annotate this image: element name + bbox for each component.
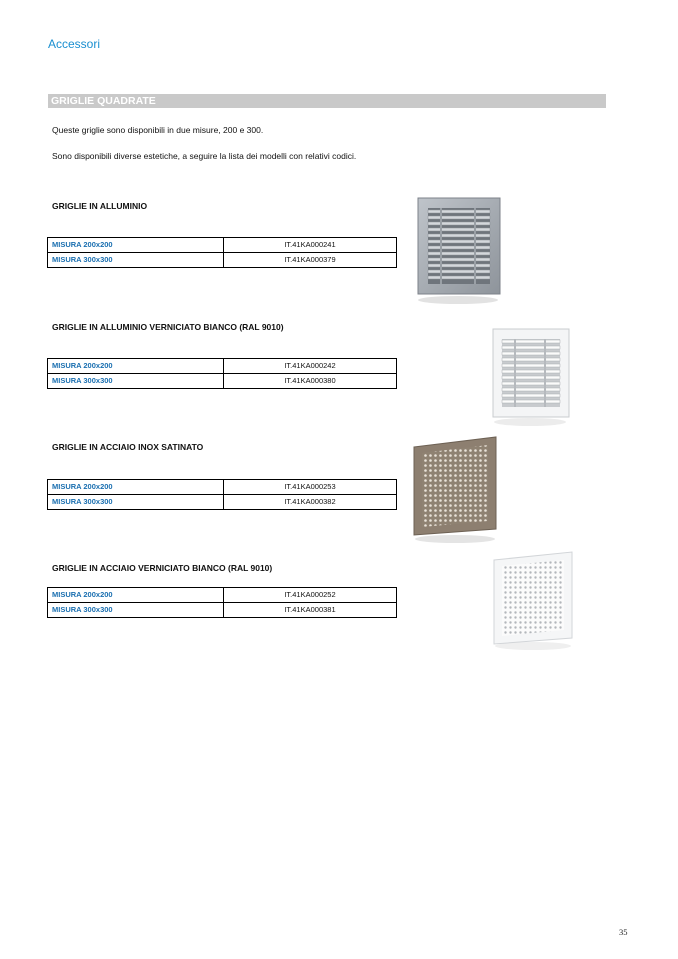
page-title: GRIGLIE QUADRATE	[51, 95, 156, 107]
table-row	[48, 359, 397, 374]
code-cell: IT.41KA000381	[224, 603, 397, 618]
code-cell: IT.41KA000379	[224, 253, 397, 268]
table-row	[48, 238, 397, 253]
code-cell: IT.41KA000253	[224, 480, 397, 495]
title-bar	[48, 94, 606, 108]
code-cell: IT.41KA000242	[224, 359, 397, 374]
size-cell: MISURA 300x300	[48, 495, 224, 510]
codes-table-stainless	[47, 479, 397, 510]
size-cell: MISURA 200x200	[48, 588, 224, 603]
intro-line-2: Sono disponibili diverse estetiche, a seguire la lista dei modelli con relativi codici.	[52, 151, 357, 161]
intro-line-1: Queste griglie sono disponibili in due misure, 200 e 300.	[52, 125, 264, 135]
section-header: Accessori	[48, 37, 101, 51]
size-cell: MISURA 300x300	[48, 603, 224, 618]
aluminium-grille-image	[412, 196, 504, 306]
codes-table-aluminium	[47, 237, 397, 268]
group-title-aluminium-white: GRIGLIE IN ALLUMINIO VERNICIATO BIANCO (RAL 9010)	[52, 322, 284, 332]
steel-white-grille-image	[488, 550, 578, 652]
size-cell: MISURA 300x300	[48, 374, 224, 389]
stainless-grille-image	[408, 433, 502, 545]
table-row	[48, 374, 397, 389]
table-row	[48, 588, 397, 603]
code-cell: IT.41KA000241	[224, 238, 397, 253]
table-row	[48, 253, 397, 268]
page-number: 35	[619, 927, 628, 937]
table-row	[48, 603, 397, 618]
size-cell: MISURA 300x300	[48, 253, 224, 268]
table-row	[48, 495, 397, 510]
group-title-steel-white: GRIGLIE IN ACCIAIO VERNICIATO BIANCO (RAL 9010)	[52, 563, 273, 573]
code-cell: IT.41KA000380	[224, 374, 397, 389]
group-title-aluminium: GRIGLIE IN ALLUMINIO	[52, 201, 148, 211]
size-cell: MISURA 200x200	[48, 480, 224, 495]
size-cell: MISURA 200x200	[48, 238, 224, 253]
codes-table-steel-white	[47, 587, 397, 618]
table-row	[48, 480, 397, 495]
code-cell: IT.41KA000252	[224, 588, 397, 603]
aluminium-white-grille-image	[488, 327, 572, 427]
group-title-stainless: GRIGLIE IN ACCIAIO INOX SATINATO	[52, 442, 204, 452]
codes-table-aluminium-white	[47, 358, 397, 389]
code-cell: IT.41KA000382	[224, 495, 397, 510]
size-cell: MISURA 200x200	[48, 359, 224, 374]
